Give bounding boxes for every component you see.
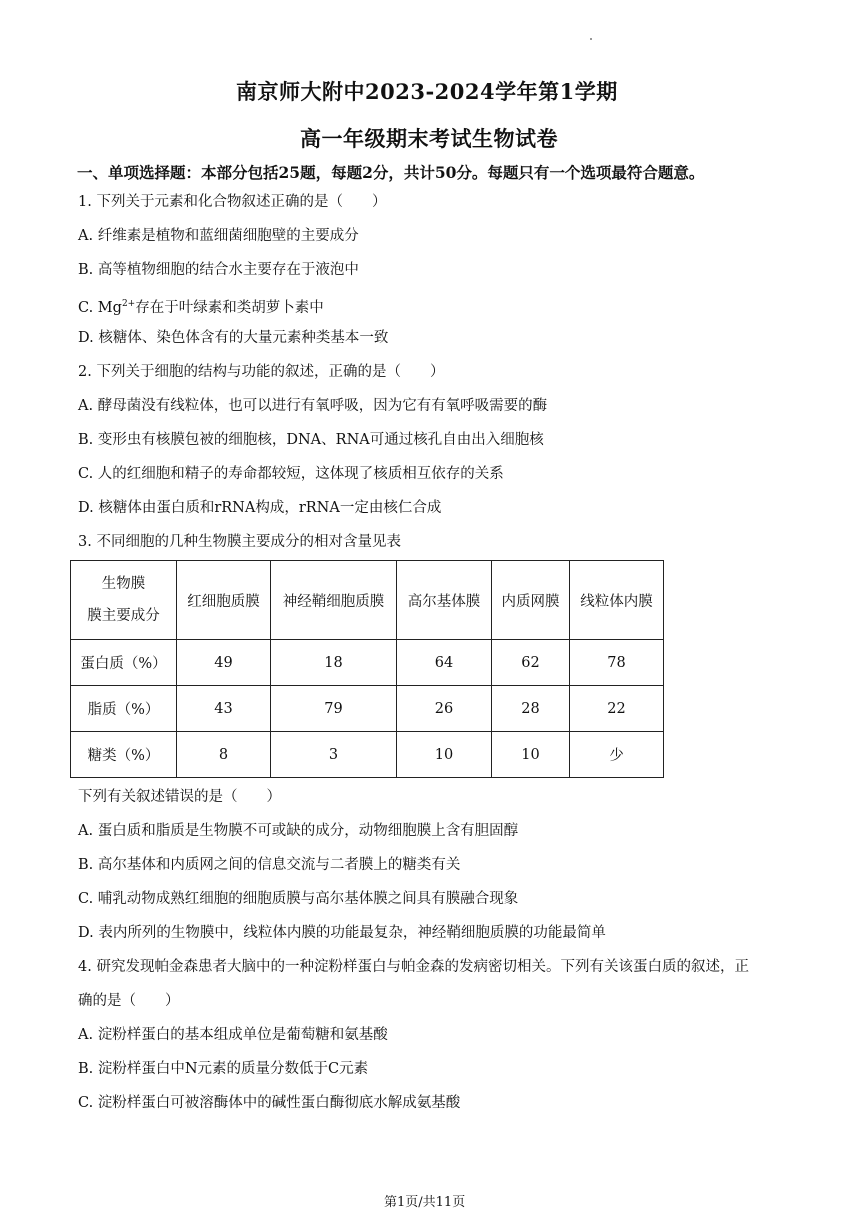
row-label: 蛋白质（%） bbox=[71, 640, 177, 686]
table-cell: 10 bbox=[492, 732, 570, 778]
table-row bbox=[71, 640, 664, 686]
corner-line1: 生物膜 bbox=[101, 576, 146, 592]
table-cell: 少 bbox=[570, 732, 664, 778]
q2-stem: 2. 下列关于细胞的结构与功能的叙述，正确的是（ ） bbox=[78, 364, 445, 380]
membrane-table bbox=[70, 560, 664, 778]
column-header: 线粒体内膜 bbox=[570, 561, 664, 640]
column-header: 内质网膜 bbox=[492, 561, 570, 640]
row-label: 脂质（%） bbox=[71, 686, 177, 732]
q4-stem-line1: 4. 研究发现帕金森患者大脑中的一种淀粉样蛋白与帕金森的发病密切相关。下列有关该蛋白质的叙述，正 bbox=[78, 959, 749, 975]
q3-option-d: D. 表内所列的生物膜中，线粒体内膜的功能最复杂，神经鞘细胞质膜的功能最简单 bbox=[78, 925, 606, 941]
q4-option-a: A. 淀粉样蛋白的基本组成单位是葡萄糖和氨基酸 bbox=[78, 1027, 388, 1043]
table-cell: 28 bbox=[492, 686, 570, 732]
table-cell: 18 bbox=[271, 640, 397, 686]
q4-stem-line2: 确的是（ ） bbox=[78, 993, 180, 1009]
q1-option-b: B. 高等植物细胞的结合水主要存在于液泡中 bbox=[78, 262, 359, 278]
section-heading: 一、单项选择题：本部分包括25题，每题2分，共计50分。每题只有一个选项最符合题意。 bbox=[77, 163, 705, 182]
column-header: 红细胞质膜 bbox=[177, 561, 271, 640]
table-cell: 3 bbox=[271, 732, 397, 778]
row-label: 糖类（%） bbox=[71, 732, 177, 778]
table-cell: 64 bbox=[397, 640, 492, 686]
table-row bbox=[71, 686, 664, 732]
page-title-line2: 高一年级期末考试生物试卷 bbox=[300, 126, 558, 151]
q3-option-b: B. 高尔基体和内质网之间的信息交流与二者膜上的糖类有关 bbox=[78, 857, 461, 873]
column-header: 神经鞘细胞质膜 bbox=[271, 561, 397, 640]
page-title-line1: 南京师大附中2023-2024学年第1学期 bbox=[236, 79, 618, 104]
table-cell: 8 bbox=[177, 732, 271, 778]
table-cell: 26 bbox=[397, 686, 492, 732]
q1-option-d: D. 核糖体、染色体含有的大量元素种类基本一致 bbox=[78, 330, 389, 346]
table-cell: 49 bbox=[177, 640, 271, 686]
table-cell: 79 bbox=[271, 686, 397, 732]
q1-option-a: A. 纤维素是植物和蓝细菌细胞壁的主要成分 bbox=[78, 228, 359, 244]
q4-option-b: B. 淀粉样蛋白中N元素的质量分数低于C元素 bbox=[78, 1061, 369, 1077]
q2-option-b: B. 变形虫有核膜包被的细胞核，DNA、RNA可通过核孔自由出入细胞核 bbox=[78, 432, 544, 448]
page-number: 第1页/共11页 bbox=[384, 1195, 466, 1210]
table-corner-cell bbox=[71, 561, 177, 640]
q3-option-a: A. 蛋白质和脂质是生物膜不可或缺的成分，动物细胞膜上含有胆固醇 bbox=[78, 823, 519, 839]
table-cell: 78 bbox=[570, 640, 664, 686]
q2-option-a: A. 酵母菌没有线粒体，也可以进行有氧呼吸，因为它有有氧呼吸需要的酶 bbox=[78, 398, 548, 414]
q2-option-d: D. 核糖体由蛋白质和rRNA构成，rRNA一定由核仁合成 bbox=[78, 500, 442, 516]
table-cell: 43 bbox=[177, 686, 271, 732]
q4-option-c: C. 淀粉样蛋白可被溶酶体中的碱性蛋白酶彻底水解成氨基酸 bbox=[78, 1095, 461, 1111]
table-cell: 10 bbox=[397, 732, 492, 778]
table-cell: 62 bbox=[492, 640, 570, 686]
table-row bbox=[71, 732, 664, 778]
speck bbox=[590, 38, 592, 40]
column-header: 高尔基体膜 bbox=[397, 561, 492, 640]
q3-follow-stem: 下列有关叙述错误的是（ ） bbox=[78, 789, 281, 805]
corner-line2: 膜主要成分 bbox=[87, 608, 160, 624]
q3-stem: 3. 不同细胞的几种生物膜主要成分的相对含量见表 bbox=[78, 534, 401, 550]
table-header-row bbox=[71, 561, 664, 640]
q3-option-c: C. 哺乳动物成熟红细胞的细胞质膜与高尔基体膜之间具有膜融合现象 bbox=[78, 891, 519, 907]
table-cell: 22 bbox=[570, 686, 664, 732]
q1-stem: 1. 下列关于元素和化合物叙述正确的是（ ） bbox=[78, 194, 387, 210]
q1-option-c: C. $Mg^{2+}$存在于叶绿素和类胡萝卜素中 bbox=[78, 299, 324, 316]
q2-option-c: C. 人的红细胞和精子的寿命都较短，这体现了核质相互依存的关系 bbox=[78, 466, 504, 482]
